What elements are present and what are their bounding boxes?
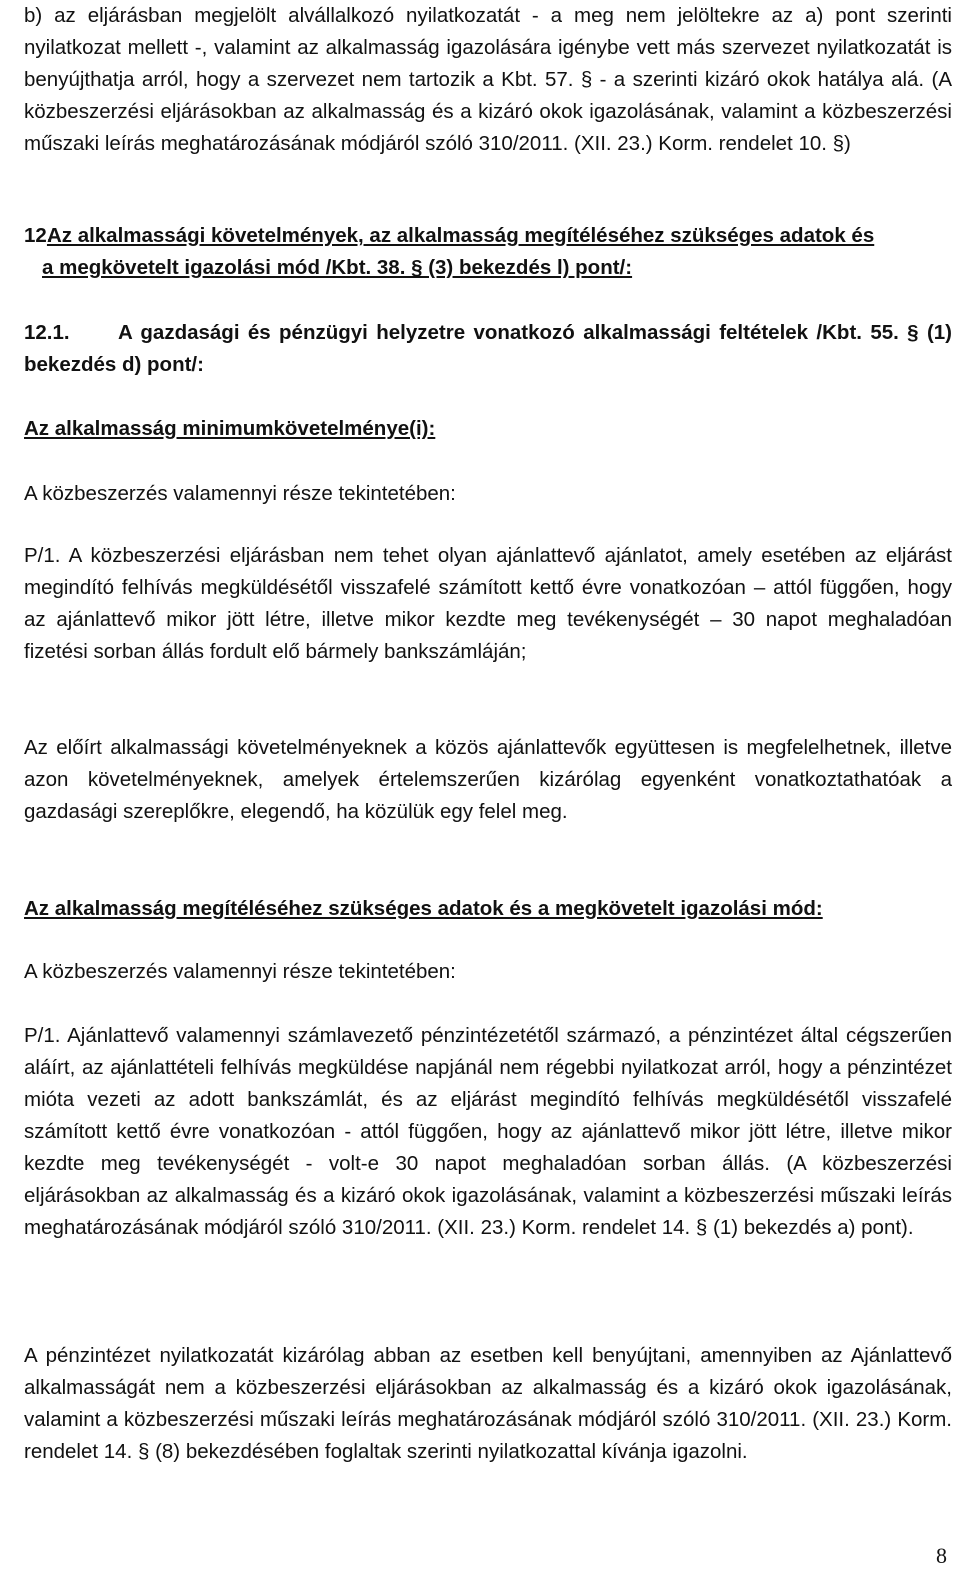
minimum-requirements-title: Az alkalmasság minimumkövetelménye(i): — [24, 417, 436, 440]
required-data-title: Az alkalmasság megítéléséhez szükséges adatok és a megkövetelt igazolási mód: — [24, 897, 823, 920]
p1-requirement-paragraph: P/1. A közbeszerzési eljárásban nem tehet olyan ajánlattevő ajánlatot, amely esetében az eljárást megindító felhívás megküldésétől visszafelé számított kettő évre vonatkozóan – attól függően, hogy az ajánlattevő mikor jött létre, illetve mikor kezdte meg tevékenységét – 30 napot meghaladóan fizetési sorban állás fordult elő bármely bankszámláján; — [24, 544, 952, 663]
scope-text-1: A közbeszerzés valamennyi része tekintetében: — [24, 482, 456, 505]
section-12-number: 12. — [24, 224, 53, 247]
section-12-1-number: 12.1. — [24, 321, 70, 344]
section-12-1-title: A gazdasági és pénzügyi helyzetre vonatkozó alkalmassági feltételek /Kbt. 55. § (1) bekezdés d) pont/: — [24, 321, 952, 376]
scope-text-2: A közbeszerzés valamennyi része tekintetében: — [24, 960, 456, 983]
p1-proof-paragraph: P/1. Ajánlattevő valamennyi számlavezető pénzintézetétől származó, a pénzintézet által cégszerűen aláírt, az ajánlattételi felhívás megküldése napjánál nem régebbi nyilatkozat arról, hogy a pénzintézet mióta vezeti az adott bankszámlát, és az eljárást megindító felhívás megküldésétől visszafelé számított kettő évre vonatkozóan - attól függően, hogy az ajánlattevő mikor jött létre, illetve mikor kezdte meg tevékenységét - volt-e 30 napot meghaladóan sorban állás. (A közbeszerzési eljárásokban az alkalmasság és a kizáró okok igazolásának, valamint a közbeszerzési műszaki leírás meghatározásának módjáról szóló 310/2011. (XII. 23.) Korm. rendelet 14. § (1) bekezdés a) pont). — [24, 1024, 952, 1239]
page-number: 8 — [936, 1543, 947, 1568]
intro-paragraph: b) az eljárásban megjelölt alvállalkozó nyilatkozatát - a meg nem jelöltekre az a) pont szerinti nyilatkozat mellett -, valamint az alkalmasság igazolására igénybe vett más szervezet nyilatkozatát is benyújthatja arról, hogy a szervezet nem tartozik a Kbt. 57. § - a szerinti kizáró okok hatálya alá. (A közbeszerzési eljárásokban az alkalmasság és a kizáró okok igazolásának, valamint a közbeszerzési műszaki leírás meghatározásának módjáról szóló 310/2011. (XII. 23.) Korm. rendelet 10. §) — [24, 4, 952, 155]
section-12-title-line1: Az alkalmassági követelmények, az alkalmasság megítéléséhez szükséges adatok és — [46, 224, 875, 247]
section-12-heading — [24, 220, 952, 284]
bank-statement-paragraph: A pénzintézet nyilatkozatát kizárólag abban az esetben kell benyújtani, amennyiben az Ajánlattevő alkalmasságát nem a közbeszerzési eljárásokban az alkalmasság és a kizáró okok igazolásának, valamint a közbeszerzési műszaki leírás meghatározásának módjáról szóló 310/2011. (XII. 23.) Korm. rendelet 14. § (8) bekezdésében foglaltak szerinti nyilatkozattal kívánja igazolni. — [24, 1344, 952, 1463]
section-12-title-line2: a megkövetelt igazolási mód /Kbt. 38. § (3) bekezdés l) pont/: — [42, 256, 633, 279]
joint-tenderers-paragraph: Az előírt alkalmassági követelményeknek a közös ajánlattevők együttesen is megfelelhetnek, illetve azon követelményeknek, amelyek értelemszerűen kizárólag egyenként vonatkoztathatóak a gazdasági szereplőkre, elegendő, ha közülük egy felel meg. — [24, 736, 952, 823]
section-12-1-heading — [24, 317, 952, 381]
